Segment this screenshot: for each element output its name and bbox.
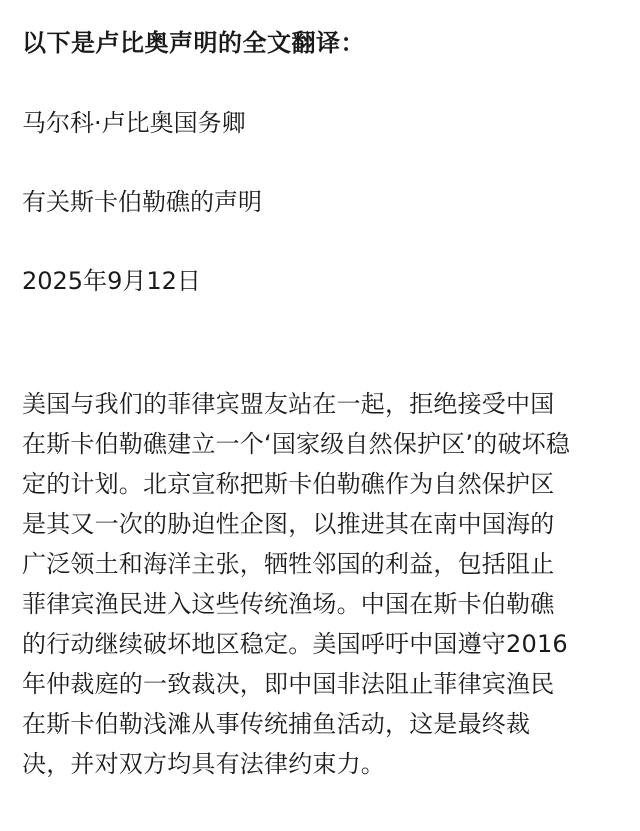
document-heading: 以下是卢比奥声明的全文翻译： bbox=[22, 29, 365, 57]
subject-line: 有关斯卡伯勒礁的声明 bbox=[22, 188, 262, 216]
paragraph-line: 是其又一次的胁迫性企图，以推进其在南中国海的 bbox=[22, 510, 555, 538]
paragraph-line: 美国与我们的菲律宾盟友站在一起，拒绝接受中国 bbox=[22, 390, 555, 418]
paragraph-line: 广泛领土和海洋主张，牺牲邻国的利益，包括阻止 bbox=[22, 550, 555, 578]
date-line: 2025年9月12日 bbox=[22, 267, 201, 295]
paragraph-line: 在斯卡伯勒礁建立一个‘国家级自然保护区’的破坏稳 bbox=[22, 430, 571, 458]
paragraph-line: 年仲裁庭的一致裁决，即中国非法阻止菲律宾渔民 bbox=[22, 670, 555, 698]
statement-paragraph bbox=[22, 384, 622, 784]
author-line: 马尔科·卢比奥国务卿 bbox=[22, 109, 246, 137]
paragraph-line: 定的计划。北京宣称把斯卡伯勒礁作为自然保护区 bbox=[22, 470, 555, 498]
paragraph-line: 的行动继续破坏地区稳定。美国呼吁中国遵守2016 bbox=[22, 630, 568, 658]
paragraph-line: 菲律宾渔民进入这些传统渔场。中国在斯卡伯勒礁 bbox=[22, 590, 555, 618]
paragraph-line: 决，并对双方均具有法律约束力。 bbox=[22, 750, 385, 778]
paragraph-line: 在斯卡伯勒浅滩从事传统捕鱼活动，这是最终裁 bbox=[22, 710, 531, 738]
